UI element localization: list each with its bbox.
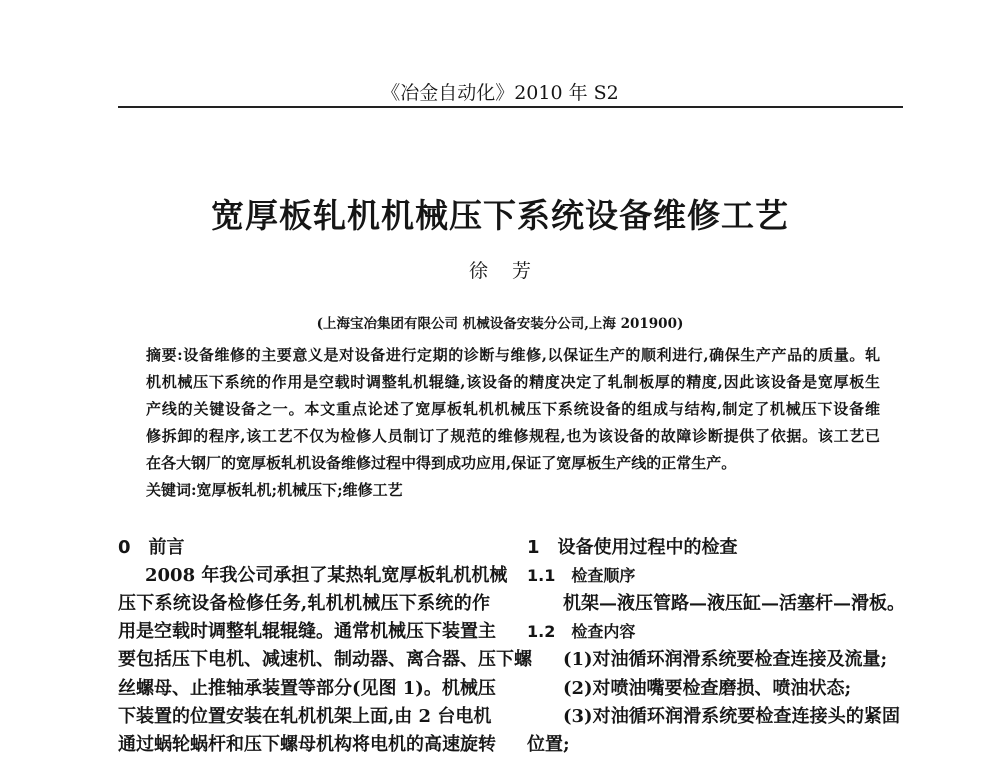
- keywords: 关键词:宽厚板轧机;机械压下;维修工艺: [146, 481, 403, 499]
- subheading-content: 1.2 检查内容: [527, 622, 636, 641]
- list-item: (1)对油循环润滑系统要检查连接及流量;: [563, 649, 888, 670]
- abstract-line: 产线的关键设备之一。本文重点论述了宽厚板轧机机械压下系统设备的组成与结构,制定了机械压下设备维: [146, 400, 880, 418]
- subheading-order: 1.1 检查顺序: [527, 566, 636, 585]
- list-item: (3)对油循环润滑系统要检查连接头的紧固: [563, 706, 900, 727]
- body-line: 机架—液压管路—液压缸—活塞杆—滑板。: [563, 593, 905, 614]
- abstract-line: 摘要:设备维修的主要意义是对设备进行定期的诊断与维修,以保证生产的顺利进行,确保生产产品的质量。轧: [146, 346, 880, 364]
- section-heading-inspection: 1 设备使用过程中的检查: [527, 537, 738, 558]
- body-line: 丝螺母、止推轴承装置等部分(见图 1)。机械压: [118, 678, 496, 699]
- body-line: 用是空载时调整轧辊辊缝。通常机械压下装置主: [118, 621, 496, 642]
- list-item-continuation: 位置;: [527, 734, 570, 755]
- body-line: 要包括压下电机、减速机、制动器、离合器、压下螺: [118, 649, 532, 670]
- paper-title: 宽厚板轧机机械压下系统设备维修工艺: [211, 196, 789, 235]
- list-item: (2)对喷油嘴要检查磨损、喷油状态;: [563, 678, 852, 699]
- body-line: 通过蜗轮蜗杆和压下螺母机构将电机的高速旋转: [118, 734, 496, 755]
- body-line: 压下系统设备检修任务,轧机机械压下系统的作: [118, 593, 490, 614]
- author: 徐 芳: [468, 260, 532, 282]
- section-heading-intro: 0 前言: [118, 537, 185, 558]
- abstract-line: 修拆卸的程序,该工艺不仅为检修人员制订了规范的维修规程,也为该设备的故障诊断提供了依据。该工艺已: [146, 427, 880, 445]
- body-line: 2008 年我公司承担了某热轧宽厚板轧机机械: [145, 565, 508, 586]
- journal-header: 《冶金自动化》2010 年 S2: [381, 82, 619, 104]
- affiliation: (上海宝冶集团有限公司 机械设备安装分公司,上海 201900): [316, 316, 684, 332]
- body-line: 下装置的位置安装在轧机机架上面,由 2 台电机: [118, 706, 492, 727]
- abstract-line: 机机械压下系统的作用是空载时调整轧机辊缝,该设备的精度决定了轧制板厚的精度,因此该设备是宽厚板生: [146, 373, 880, 391]
- header-rule: [118, 106, 903, 108]
- abstract-line: 在各大钢厂的宽厚板轧机设备维修过程中得到成功应用,保证了宽厚板生产线的正常生产。: [146, 454, 737, 472]
